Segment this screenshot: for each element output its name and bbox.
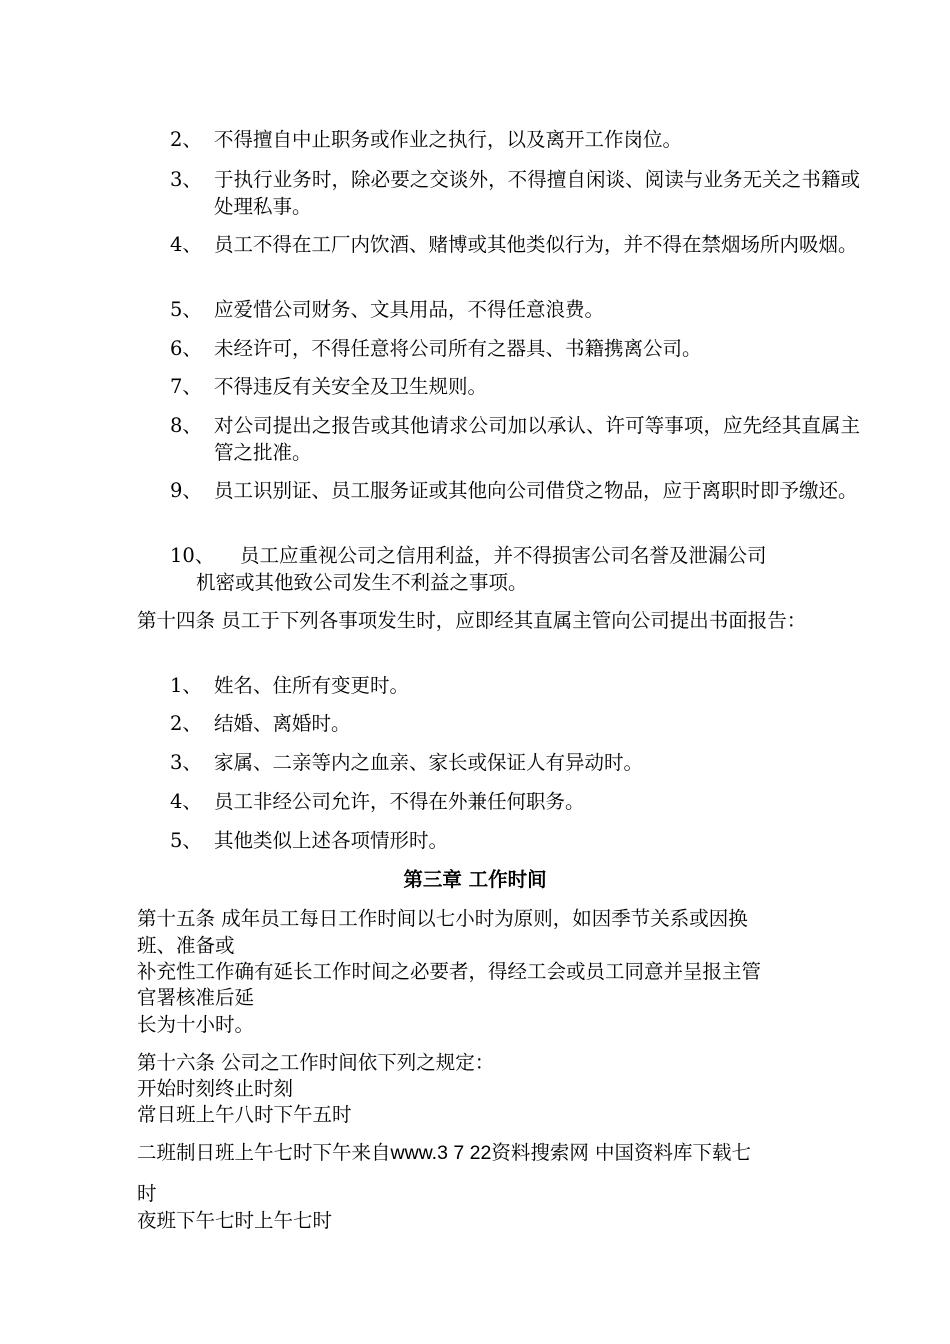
website-text: www.3 7 22: [390, 1142, 492, 1164]
list-number: 7、: [170, 375, 202, 398]
list-text: 员工识别证、员工服务证或其他向公司借贷之物品，应于离职时即予缴还。: [214, 479, 858, 502]
article-15-line: 第十五条 成年员工每日工作时间以七小时为原则，如因季节关系或因换: [137, 907, 748, 930]
article-16-line: 时: [137, 1182, 157, 1205]
article-16-line: 第十六条 公司之工作时间依下列之规定：: [137, 1051, 495, 1074]
list-item: [170, 542, 860, 596]
list-number: 10、: [170, 544, 215, 567]
chapter-heading: 第三章 工作时间: [403, 868, 547, 891]
list-item: [170, 166, 860, 220]
list-number: 1、: [170, 674, 202, 697]
list-number: 5、: [170, 829, 202, 852]
list-item: [170, 296, 860, 323]
list-number: 3、: [170, 168, 202, 191]
article-16-line: [137, 1139, 859, 1167]
list-text: 结婚、离婚时。: [214, 712, 351, 735]
list-text: 其他类似上述各项情形时。: [214, 829, 449, 852]
list-text: 姓名、住所有变更时。: [214, 674, 410, 697]
text-segment: 二班制日班上午七时下午来自: [137, 1141, 391, 1164]
list-item: [170, 788, 860, 815]
list-item: [170, 231, 860, 258]
list-number: 9、: [170, 479, 202, 502]
list-number: 4、: [170, 233, 202, 256]
article-16-line: 开始时刻终止时刻: [137, 1077, 294, 1100]
list-item: [170, 749, 860, 776]
list-text: 家属、二亲等内之血亲、家长或保证人有异动时。: [214, 751, 644, 774]
list-text: 不得擅自中止职务或作业之执行，以及离开工作岗位。: [214, 128, 683, 151]
article-15-line: 长为十小时。: [137, 1013, 255, 1036]
list-text-line: 机密或其他致公司发生不利益之事项。: [196, 571, 528, 594]
list-item: [170, 126, 860, 153]
list-text: 应爱惜公司财务、文具用品，不得任意浪费。: [214, 298, 605, 321]
list-text: 员工不得在工厂内饮酒、赌博或其他类似行为，并不得在禁烟场所内吸烟。: [214, 233, 858, 256]
article-15-line: 补充性工作确有延长工作时间之必要者，得经工会或员工同意并呈报主管: [137, 960, 762, 983]
list-text: [196, 542, 860, 596]
article-15-line: 班、准备或: [137, 934, 235, 957]
list-text-line: 员工应重视公司之信用利益，并不得损害公司名誉及泄漏公司: [240, 544, 767, 567]
list-text: 对公司提出之报告或其他请求公司加以承认、许可等事项，应先经其直属主管之批准。: [214, 414, 860, 464]
list-item: [170, 412, 860, 466]
list-number: 8、: [170, 414, 202, 437]
list-number: 2、: [170, 712, 202, 735]
list-item: [170, 477, 860, 504]
list-item: [170, 672, 860, 699]
list-number: 2、: [170, 128, 202, 151]
article-16-line: 夜班下午七时上午七时: [137, 1209, 333, 1232]
list-text: 未经许可，不得任意将公司所有之器具、书籍携离公司。: [214, 337, 702, 360]
list-item: [170, 710, 860, 737]
list-text: 不得违反有关安全及卫生规则。: [214, 375, 488, 398]
list-text: 员工非经公司允许，不得在外兼任何职务。: [214, 790, 585, 813]
list-number: 6、: [170, 337, 202, 360]
text-segment: 资料搜索网 中国资料库下载七: [491, 1141, 752, 1164]
list-number: 4、: [170, 790, 202, 813]
list-number: 3、: [170, 751, 202, 774]
list-text: 于执行业务时，除必要之交谈外，不得擅自闲谈、阅读与业务无关之书籍或处理私事。: [214, 168, 860, 218]
article-16-line: 常日班上午八时下午五时: [137, 1103, 352, 1126]
list-number: 5、: [170, 298, 202, 321]
list-item: [170, 373, 860, 400]
article-14: 第十四条 员工于下列各事项发生时，应即经其直属主管向公司提出书面报告：: [137, 609, 807, 632]
list-item: [170, 335, 860, 362]
article-15-line: 官署核准后延: [137, 986, 255, 1009]
list-item: [170, 827, 860, 854]
